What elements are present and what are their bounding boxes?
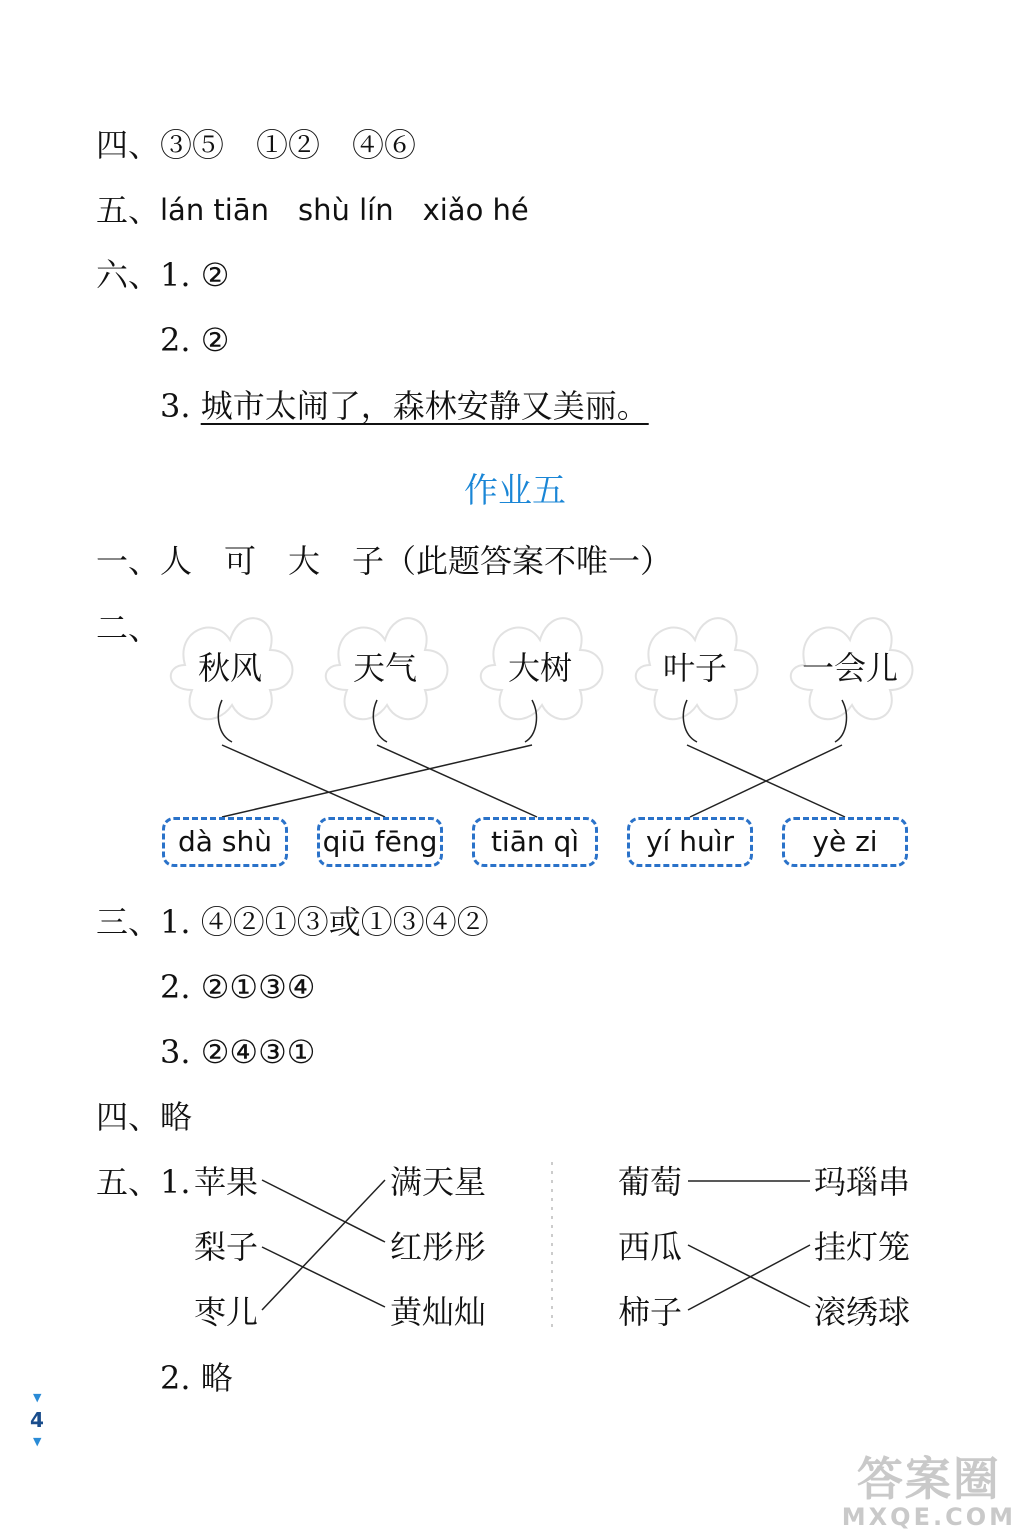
watermark-url: MXQE.COM — [841, 1503, 1016, 1531]
homework-title: 作业五 — [464, 471, 566, 511]
triangle-down-icon-2: ▼ — [33, 1435, 42, 1448]
q2-word-3: 大树 — [507, 649, 572, 687]
hw5-q5-num: 1. — [160, 1163, 191, 1201]
watermark — [842, 1454, 1016, 1530]
match-line-lizi — [262, 1247, 385, 1307]
q2-pinyin-box-4: yí huìr — [627, 817, 753, 867]
q2-word-4: 叶子 — [662, 649, 727, 687]
q5-right-a-2: 红彤彤 — [390, 1228, 487, 1266]
stem-3 — [525, 700, 536, 742]
hw5-q5-item-2: 2. 略 — [160, 1359, 233, 1397]
hw5-q2-label: 二、 — [96, 609, 161, 647]
q2-pinyin-box-3: tiān qì — [472, 817, 598, 867]
hw5-q3-item-3: 3. ②④③① — [160, 1033, 316, 1071]
q5-right-a-3: 黄灿灿 — [390, 1293, 487, 1331]
q5-left-b-2: 西瓜 — [618, 1228, 683, 1266]
hw5-q5-label: 五、 — [96, 1163, 161, 1201]
q5-left-a-2: 梨子 — [194, 1228, 259, 1266]
stem-5 — [835, 700, 846, 742]
q5-right-b-3: 滚绣球 — [814, 1293, 911, 1331]
page-number: 4 — [30, 1408, 44, 1432]
match-line-yihuir — [690, 745, 842, 817]
q5-left-b-3: 柿子 — [618, 1293, 683, 1331]
hw5-q1: 一、人 可 大 子（此题答案不唯一） — [96, 542, 673, 580]
q5-right-a-1: 满天星 — [390, 1163, 487, 1201]
section6-item-2: 2. ② — [160, 321, 230, 359]
hw5-q3-item-2: 2. ②①③④ — [160, 968, 316, 1006]
q5-left-b-1: 葡萄 — [618, 1163, 683, 1201]
section6-item-3-num: 3. — [160, 387, 201, 425]
q5-left-a-1: 苹果 — [194, 1163, 259, 1201]
q5-left-a-3: 枣儿 — [194, 1293, 259, 1331]
triangle-down-icon: ▼ — [33, 1391, 42, 1404]
q2-pinyin-box-1: dà shù — [162, 817, 288, 867]
section6-item-3-text: 城市太闹了，森林安静又美丽。 — [200, 387, 649, 425]
hw5-q4: 四、略 — [96, 1098, 193, 1136]
match-line-zaoer — [262, 1180, 385, 1310]
match-line-dashu — [222, 745, 532, 817]
match-line-pingguo — [262, 1180, 385, 1242]
section5-pinyin: lán tiān shù lín xiǎo hé — [160, 193, 529, 227]
section6-label: 六、 — [96, 256, 161, 294]
q2-word-5: 一会儿 — [801, 649, 898, 687]
section6-item-1: 1. ② — [160, 256, 230, 294]
section5-label: 五、 — [96, 191, 161, 229]
q2-word-1: 秋风 — [197, 649, 262, 687]
q2-pinyin-box-2: qiū fēng — [317, 817, 443, 867]
watermark-logo: 答案圈 — [856, 1452, 1001, 1506]
match-line-tianqi — [377, 745, 537, 817]
hw5-q3-label: 三、 — [96, 903, 161, 941]
q5-right-b-2: 挂灯笼 — [814, 1228, 911, 1266]
q2-word-2: 天气 — [352, 649, 417, 687]
match-line-qiufeng — [222, 745, 385, 817]
q5-right-b-1: 玛瑙串 — [814, 1163, 911, 1201]
hw5-q3-item-1: 1. ④②①③或①③④② — [160, 903, 489, 941]
q2-pinyin-box-5: yè zi — [782, 817, 908, 867]
section4-answer: 四、③⑤ ①② ④⑥ — [96, 126, 417, 164]
